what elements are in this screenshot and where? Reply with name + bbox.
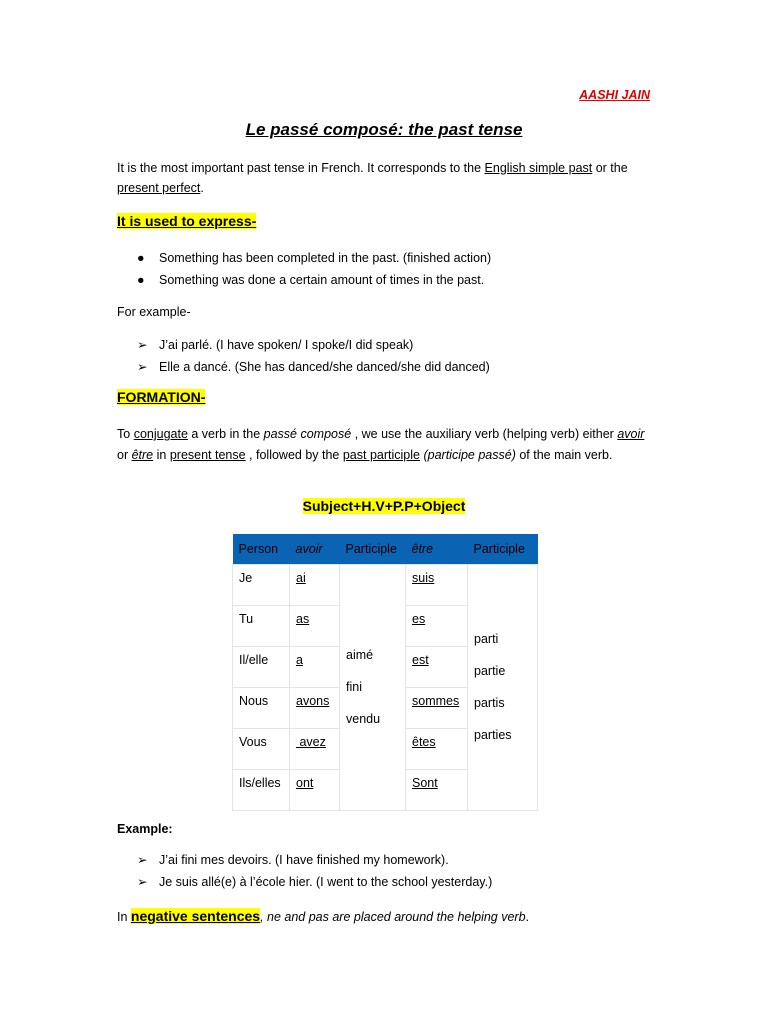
- avoir-cell: ont: [290, 769, 340, 810]
- header-avoir: avoir: [290, 534, 340, 564]
- person-cell: Nous: [233, 687, 290, 728]
- formation-text: To: [117, 427, 134, 441]
- negative-text: .: [525, 910, 530, 924]
- person-cell: Ils/elles: [233, 769, 290, 810]
- participle: parties: [474, 728, 512, 742]
- negative-text: , ne and pas are placed around the helping verb: [260, 910, 526, 924]
- arrowhead-bullet-icon: ➢: [137, 853, 148, 867]
- table-header-row: [233, 534, 538, 564]
- passe-compose-term: passé composé: [263, 427, 352, 441]
- formation-text: , we use the auxiliary verb (helping verb) either: [351, 427, 618, 441]
- participle: partie: [474, 664, 506, 678]
- person-cell: Vous: [233, 728, 290, 769]
- intro-english-simple-past: English simple past: [484, 161, 593, 175]
- intro-paragraph: [117, 158, 657, 198]
- list-item: [117, 247, 677, 269]
- use-text: Something has been completed in the past. (finished action): [159, 251, 492, 265]
- header-person: Person: [233, 534, 290, 564]
- header-etre: être: [406, 534, 468, 564]
- formation-text: or: [117, 447, 132, 462]
- uses-list: [117, 247, 677, 291]
- example-text: J’ai fini mes devoirs. (I have finished my homework).: [159, 853, 449, 867]
- etre-term: être: [131, 447, 154, 462]
- person-cell: Il/elle: [233, 646, 290, 687]
- avoir-cell: a: [290, 646, 340, 687]
- intro-text-1: It is the most important past tense in French. It corresponds to the: [117, 161, 485, 175]
- list-item: [117, 356, 677, 378]
- etre-cell: suis: [406, 564, 468, 605]
- participle: parti: [474, 632, 499, 646]
- conjugate-term: conjugate: [133, 427, 188, 441]
- participle: partis: [474, 696, 505, 710]
- example-text: Elle a dancé. (She has danced/she danced/she did danced): [159, 360, 490, 374]
- examples-list-1: [117, 334, 677, 378]
- example-text: Je suis allé(e) à l’école hier. (I went to the school yesterday.): [159, 875, 493, 889]
- formation-text: a verb in the: [187, 427, 264, 441]
- formation-text: of the main verb.: [515, 447, 613, 462]
- person-cell: Tu: [233, 605, 290, 646]
- etre-cell: êtes: [406, 728, 468, 769]
- avoir-cell: avez: [290, 728, 340, 769]
- list-item: [117, 871, 677, 893]
- list-item: [117, 334, 677, 356]
- intro-text-2: or the: [592, 161, 628, 175]
- formation-text: in: [153, 447, 170, 462]
- list-item: [117, 269, 677, 291]
- formation-text: , followed by the: [245, 447, 343, 462]
- example-text: J’ai parlé. (I have spoken/ I spoke/I did speak): [159, 338, 414, 352]
- example-label: Example:: [117, 822, 173, 836]
- avoir-cell: ai: [290, 564, 340, 605]
- present-tense-term: present tense: [169, 447, 246, 462]
- etre-cell: est: [406, 646, 468, 687]
- header-participle-avoir: Participle: [340, 534, 406, 564]
- arrowhead-bullet-icon: ➢: [137, 338, 148, 352]
- intro-present-perfect: present perfect: [117, 181, 201, 195]
- arrowhead-bullet-icon: ➢: [137, 360, 148, 374]
- intro-text-3: .: [200, 181, 204, 195]
- negative-sentences-term: negative sentences: [130, 908, 261, 924]
- author-name: AASHI JAIN: [579, 88, 650, 102]
- participle: aimé: [346, 648, 374, 662]
- formation-paragraph: [117, 424, 647, 465]
- page-title: Le passé composé: the past tense: [245, 120, 523, 139]
- etre-cell: es: [406, 605, 468, 646]
- formula-line: [0, 498, 768, 514]
- avoir-cell: as: [290, 605, 340, 646]
- etre-cell: sommes: [406, 687, 468, 728]
- examples-list-2: [117, 849, 677, 893]
- header-participle-etre: Participle: [468, 534, 538, 564]
- avoir-cell: avons: [290, 687, 340, 728]
- table-row: [233, 564, 538, 605]
- avoir-term: avoir: [617, 427, 645, 441]
- disc-bullet-icon: ●: [137, 273, 145, 287]
- participle: fini: [346, 680, 362, 694]
- participle: vendu: [346, 712, 381, 726]
- for-example-label: For example-: [117, 305, 191, 319]
- use-text: Something was done a certain amount of times in the past.: [159, 273, 485, 287]
- etre-cell: Sont: [406, 769, 468, 810]
- participe-passe-term: (participe passé): [423, 447, 516, 462]
- conjugation-table: [232, 534, 538, 811]
- arrowhead-bullet-icon: ➢: [137, 875, 148, 889]
- avoir-participles-cell: [340, 564, 406, 810]
- formation-heading: FORMATION-: [117, 389, 206, 405]
- formula: Subject+H.V+P.P+Object: [302, 498, 466, 514]
- used-heading: It is used to express-: [117, 213, 257, 229]
- disc-bullet-icon: ●: [137, 251, 145, 265]
- past-participle-term: past participle: [342, 447, 420, 462]
- negative-text: In: [117, 910, 131, 924]
- negative-sentence-paragraph: [117, 906, 529, 927]
- person-cell: Je: [233, 564, 290, 605]
- etre-participles-cell: [468, 564, 538, 810]
- list-item: [117, 849, 677, 871]
